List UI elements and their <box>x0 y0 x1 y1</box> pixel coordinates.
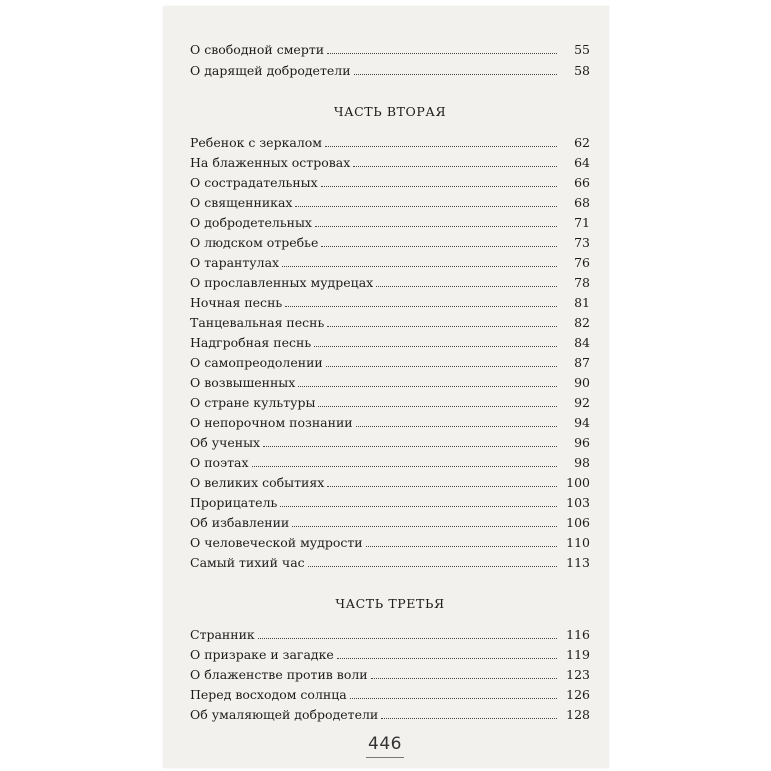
toc-entry-title: О тарантулах <box>190 255 280 270</box>
dot-leader <box>258 638 557 639</box>
toc-entry-page: 103 <box>566 495 590 510</box>
toc-entry-page: 90 <box>574 375 590 390</box>
toc-entry-title: Странник <box>190 627 255 642</box>
dot-leader <box>298 386 557 387</box>
toc-entry <box>190 471 590 491</box>
toc-entry <box>190 351 590 371</box>
toc-entry <box>190 683 590 703</box>
toc-entry <box>190 431 590 451</box>
toc-entry <box>190 551 590 571</box>
toc-entry-page: 126 <box>566 687 590 702</box>
toc-entry-page: 71 <box>574 215 590 230</box>
toc-entry <box>190 151 590 171</box>
toc-entry <box>190 131 590 151</box>
dot-leader <box>282 266 557 267</box>
dot-leader <box>354 74 557 75</box>
toc-entry <box>190 391 590 411</box>
toc-entry-title: Танцевальная песнь <box>190 315 325 330</box>
dot-leader <box>325 146 557 147</box>
toc-entry-page: 116 <box>566 627 590 642</box>
dot-leader <box>350 698 557 699</box>
toc-entry-title: О непорочном познании <box>190 415 353 430</box>
page-number-underline <box>366 757 404 758</box>
toc-entry-title: О людском отребье <box>190 235 319 250</box>
dot-leader <box>318 406 557 407</box>
toc-entry-page: 82 <box>574 315 590 330</box>
toc-entry-page: 64 <box>574 155 590 170</box>
toc-entry-page: 84 <box>574 335 590 350</box>
toc-entry-title: Ребенок с зеркалом <box>190 135 323 150</box>
toc-entry <box>190 451 590 471</box>
dot-leader <box>327 326 557 327</box>
dot-leader <box>314 346 557 347</box>
toc-entry-page: 87 <box>574 355 590 370</box>
toc-entry <box>190 38 590 58</box>
toc-entry-title: Ночная песнь <box>190 295 283 310</box>
toc-entry-title: О стране культуры <box>190 395 316 410</box>
dot-leader <box>321 186 557 187</box>
part-three-heading: ЧАСТЬ ТРЕТЬЯ <box>335 596 445 611</box>
toc-entry-page: 68 <box>574 195 590 210</box>
toc-entry-title: О священниках <box>190 195 293 210</box>
dot-leader <box>285 306 557 307</box>
toc-entry <box>190 291 590 311</box>
dot-leader <box>327 486 557 487</box>
toc-entry-page: 78 <box>574 275 590 290</box>
toc-entry-page: 128 <box>566 707 590 722</box>
toc-entry-title: Об умаляющей добродетели <box>190 707 379 722</box>
toc-entry-title: О великих событиях <box>190 475 325 490</box>
toc-entry-title: О прославленных мудрецах <box>190 275 374 290</box>
toc-entry <box>190 643 590 663</box>
dot-leader <box>292 526 557 527</box>
dot-leader <box>280 506 557 507</box>
toc-entry-page: 98 <box>574 455 590 470</box>
toc-entry-page: 55 <box>574 42 590 57</box>
toc-entry-page: 81 <box>574 295 590 310</box>
toc-entry-title: Об избавлении <box>190 515 290 530</box>
dot-leader <box>327 53 557 54</box>
toc-entry <box>190 663 590 683</box>
toc-entry <box>190 271 590 291</box>
dot-leader <box>321 246 557 247</box>
toc-entry-title: Перед восходом солнца <box>190 687 347 702</box>
toc-entry-title: На блаженных островах <box>190 155 351 170</box>
part-two-heading: ЧАСТЬ ВТОРАЯ <box>333 104 447 119</box>
toc-entry-title: О поэтах <box>190 455 249 470</box>
dot-leader <box>381 718 557 719</box>
toc-entry-page: 94 <box>574 415 590 430</box>
toc-entry-page: 66 <box>574 175 590 190</box>
toc-entry-page: 119 <box>566 647 590 662</box>
dot-leader <box>326 366 557 367</box>
toc-entry-title: О дарящей добродетели <box>190 63 351 78</box>
toc-entry-page: 110 <box>566 535 590 550</box>
toc-entry-title: О самопреодолении <box>190 355 323 370</box>
toc-entry-title: Надгробная песнь <box>190 335 312 350</box>
toc-entry <box>190 311 590 331</box>
toc-entry <box>190 231 590 251</box>
toc-entry <box>190 331 590 351</box>
dot-leader <box>295 206 557 207</box>
dot-leader <box>308 566 557 567</box>
toc-entry-title: О свободной смерти <box>190 42 325 57</box>
toc-entry-page: 76 <box>574 255 590 270</box>
toc-entry-title: Об ученых <box>190 435 261 450</box>
toc-entry-title: О человеческой мудрости <box>190 535 363 550</box>
toc-entry-title: О призраке и загадке <box>190 647 334 662</box>
toc-entry <box>190 491 590 511</box>
toc-entry <box>190 59 590 79</box>
toc-entry-page: 73 <box>574 235 590 250</box>
toc-entry <box>190 531 590 551</box>
toc-entry-page: 113 <box>566 555 590 570</box>
toc-entry <box>190 623 590 643</box>
dot-leader <box>366 546 557 547</box>
toc-entry-title: О возвышенных <box>190 375 296 390</box>
dot-leader <box>252 466 558 467</box>
dot-leader <box>353 166 557 167</box>
toc-entry-title: Самый тихий час <box>190 555 305 570</box>
page-number: 446 <box>368 734 402 754</box>
toc-entry-page: 123 <box>566 667 590 682</box>
dot-leader <box>315 226 557 227</box>
toc-entry <box>190 411 590 431</box>
toc-entry <box>190 251 590 271</box>
toc-entry-title: О добродетельных <box>190 215 312 230</box>
toc-entry-page: 92 <box>574 395 590 410</box>
dot-leader <box>263 446 557 447</box>
toc-entry-page: 62 <box>574 135 590 150</box>
toc-entry-title: О сострадательных <box>190 175 318 190</box>
toc-entry-page: 100 <box>566 475 590 490</box>
toc-entry-page: 106 <box>566 515 590 530</box>
toc-entry-page: 58 <box>574 63 590 78</box>
toc-entry <box>190 191 590 211</box>
toc-entry <box>190 703 590 723</box>
toc-entry-page: 96 <box>574 435 590 450</box>
toc-entry <box>190 171 590 191</box>
dot-leader <box>337 658 557 659</box>
toc-entry <box>190 211 590 231</box>
dot-leader <box>356 426 557 427</box>
toc-entry-title: О блаженстве против воли <box>190 667 368 682</box>
toc-entry <box>190 371 590 391</box>
dot-leader <box>376 286 557 287</box>
toc-entry-title: Прорицатель <box>190 495 278 510</box>
dot-leader <box>371 678 557 679</box>
toc-entry <box>190 511 590 531</box>
